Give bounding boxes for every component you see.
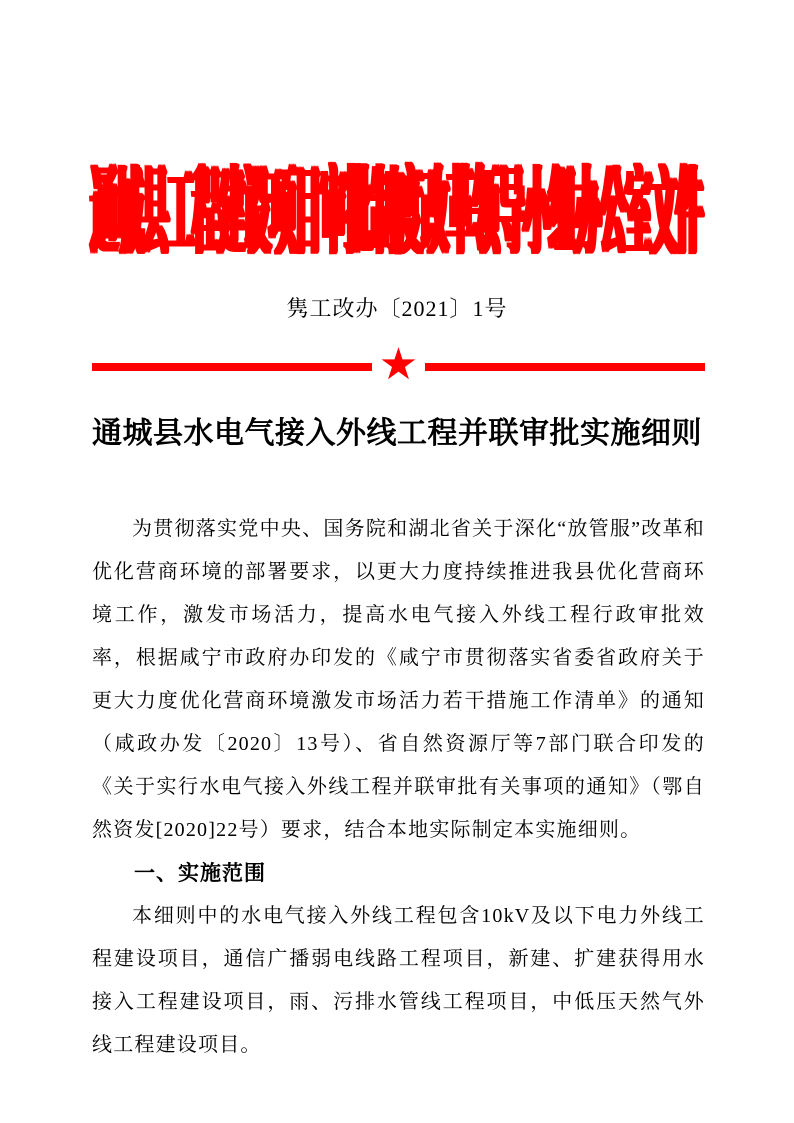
- doc-number: 隽工改办〔2021〕1号: [286, 296, 508, 321]
- agency-title: [0, 158, 794, 266]
- star-divider: [92, 339, 705, 390]
- divider-bar-left: [92, 363, 372, 371]
- divider-bar-right: [425, 363, 705, 371]
- star-icon: ★: [378, 339, 419, 390]
- agency-title-text: 通城县工程建设项目审批制度改革领导小组办公室文件: [91, 158, 703, 266]
- paragraph-scope: 本细则中的水电气接入外线工程包含10kV及以下电力外线工程建设项目，通信广播弱电线路工程项目，新建、扩建获得用水接入工程建设项目，雨、污排水管线工程项目，中低压天然气外线工程建设项目。: [92, 905, 705, 1056]
- document-body: [92, 508, 705, 1067]
- paragraph-intro: 为贯彻落实党中央、国务院和湖北省关于深化“放管服”改革和优化营商环境的部署要求，以更大力度持续推进我县优化营商环境工作，激发市场活力，提高水电气接入外线工程行政审批效率，根据咸宁市政府办印发的《咸宁市贯彻落实省委省政府关于更大力度优化营商环境激发市场活力若干措施工作清单》的通知（咸政办发〔2020〕13号）、省自然资源厅等7部门联合印发的《关于实行水电气接入外线工程并联审批有关事项的通知》（鄂自然资发[2020]22号）要求，结合本地实际制定本实施细则。: [92, 518, 705, 841]
- document-title: 通城县水电气接入外线工程并联审批实施细则: [92, 417, 702, 450]
- section-heading-scope: 一、实施范围: [134, 861, 266, 885]
